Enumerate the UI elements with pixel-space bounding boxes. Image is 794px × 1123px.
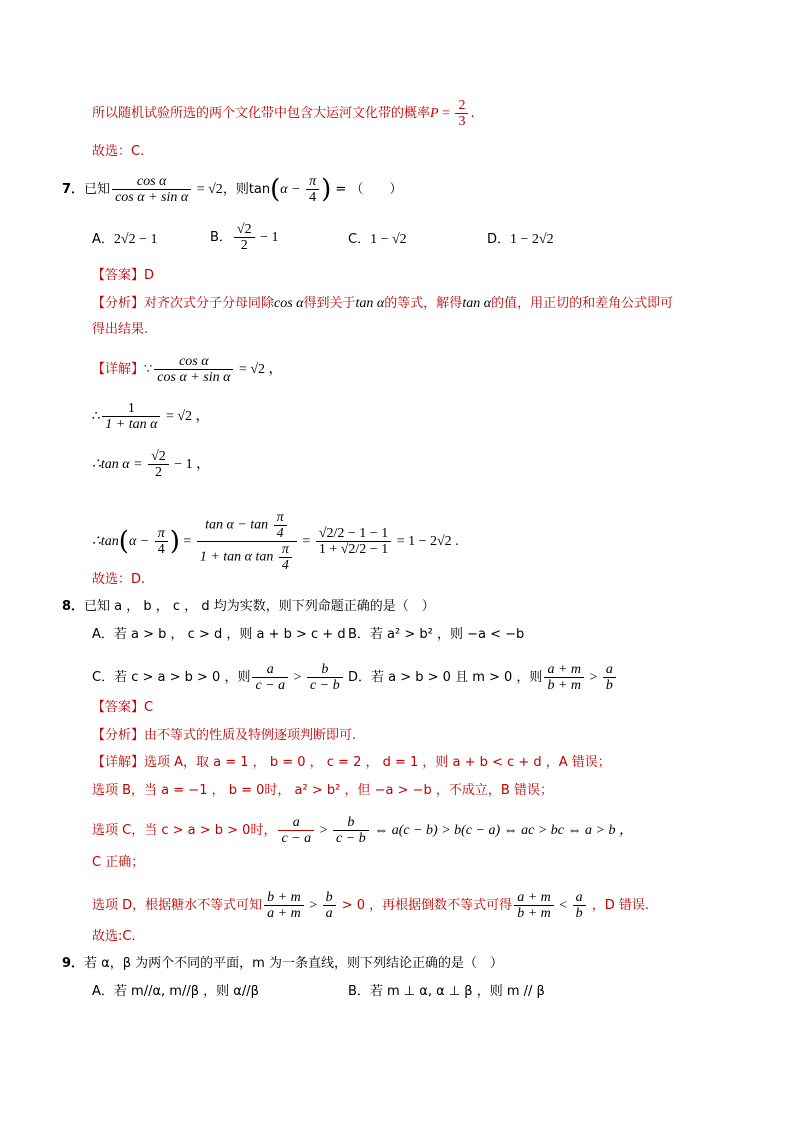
q8-answer: 【答案】C xyxy=(92,700,154,715)
q8-option-a: A．若 a > b ， c > d ，则 a + b > c + d xyxy=(92,627,346,642)
intro-choice: 故选：C. xyxy=(92,144,145,159)
substituted-fraction: $\frac{√2/2 - 1 - 1}{1 + √2/2 - 1}$ xyxy=(316,526,391,557)
q8-detail-3: 选项 C，当 c > a > b > 0时， $\frac{a}{c - a}$ > $\frac{b}{c - b}$ ⇔ a(c − b) > b(c − a) ⇔ ac > bc ⇔ a > b ， xyxy=(92,815,633,846)
q8-detail-5: 选项 D，根据糖水不等式可知 $\frac{b + m}{a + m}$ > $\frac{b}{a}$ > 0 ，再根据倒数不等式可得 $\frac{a + m}{b + m}$ < $\frac{a}{b}$ ，D 错误. xyxy=(92,890,650,921)
q8-analysis: 【分析】由不等式的性质及特例逐项判断即可. xyxy=(92,728,357,743)
q8-option-b: B．若 a² > b² ，则 −a < −b xyxy=(348,627,525,642)
q8-option-c: C．若 c > a > b > 0 ，则 $\frac{a}{c - a}$ > $\frac{b}{c - b}$ xyxy=(92,662,345,693)
q8-option-d: D．若 a > b > 0 且 m > 0 ，则 $\frac{a + m}{b + m}$ > $\frac{a}{b}$ xyxy=(348,662,618,693)
q7-option-a: A．2√2 − 1 xyxy=(92,232,158,247)
q7-detail-step4: ∴tan(α − $\frac{\pi}{4}$ ) = tan α − tan $\frac{\pi}{4}$ 1 + tan α tan $\frac{\pi}{4}$ = $\frac{√2/2 - 1 - 1}{1 + √2/2 - 1}$ = 1 − 2√2 . xyxy=(92,510,459,573)
q9-option-b: B．若 m ⊥ α, α ⊥ β ，则 m // β xyxy=(348,984,545,999)
q8-detail-1: 【详解】选项 A，取 a = 1 ， b = 0 ， c = 2 ， d = 1 ，则 a + b < c + d ，A 错误； xyxy=(92,755,611,770)
q7-detail-step2: ∴ $\frac{1}{\text{1 + tan α}}$ = √2 ， xyxy=(92,401,210,432)
q8-stem: 8．已知 a ， b ， c ， d 均为实数，则下列命题正确的是（ ） xyxy=(62,599,435,614)
q7-number: 7． xyxy=(62,182,85,197)
q9-number: 9． xyxy=(62,956,85,971)
q8-detail-4: C 正确； xyxy=(92,855,145,870)
q7-option-d: D．1 − 2√2 xyxy=(487,232,554,247)
q7-answer: 【答案】D xyxy=(92,268,155,283)
q8-detail-2: 选项 B，当 a = −1 ， b = 0时， a² > b² ，但 −a > −b ，不成立，B 错误； xyxy=(92,783,553,798)
q7-analysis: 【分析】对齐次式分子分母同除cos α得到关于tan α的等式，解得tan α的值，用正切的和差角公式即可 xyxy=(92,296,674,311)
q8-choice: 故选:C. xyxy=(92,929,136,944)
q7-option-c: C．1 − √2 xyxy=(348,232,407,247)
tan-difference-fraction: tan α − tan $\frac{\pi}{4}$ 1 + tan α tan $\frac{\pi}{4}$ xyxy=(197,510,297,573)
q7-choice: 故选：D. xyxy=(92,572,146,587)
q7-stem: 7．已知 $\frac{\text{cos α}}{\text{cos α + sin α}}$ = √2，则tan(α − $\frac{\pi}{4}$ ) = （ ） xyxy=(62,174,403,205)
q7-detail-step1: 【详解】∵ $\frac{\text{cos α}}{\text{cos α + sin α}}$ = √2 ， xyxy=(92,354,283,385)
intro-line: 所以随机试验所选的两个文化带中包含大运河文化带的概率P = $\frac{2}{3}$ . xyxy=(92,98,475,129)
q7-detail-step3: ∴tan α = $\frac{√2}{2}$ − 1 ， xyxy=(92,449,211,480)
probability-fraction: $\frac{2}{3}$ xyxy=(455,98,468,129)
intro-text: 所以随机试验所选的两个文化带中包含大运河文化带的概率 xyxy=(92,106,431,121)
q7-option-b: B． $\frac{√2}{2}$ − 1 xyxy=(210,222,279,253)
q7-given-fraction: $\frac{\text{cos α}}{\text{cos α + sin α}}$ xyxy=(112,174,191,205)
q9-stem: 9．若 α，β 为两个不同的平面，m 为一条直线，则下列结论正确的是（ ） xyxy=(62,956,503,971)
q7-analysis-line2: 得出结果. xyxy=(92,322,149,337)
q9-option-a: A．若 m//α, m//β ，则 α//β xyxy=(92,984,259,999)
q8-number: 8． xyxy=(62,599,85,614)
